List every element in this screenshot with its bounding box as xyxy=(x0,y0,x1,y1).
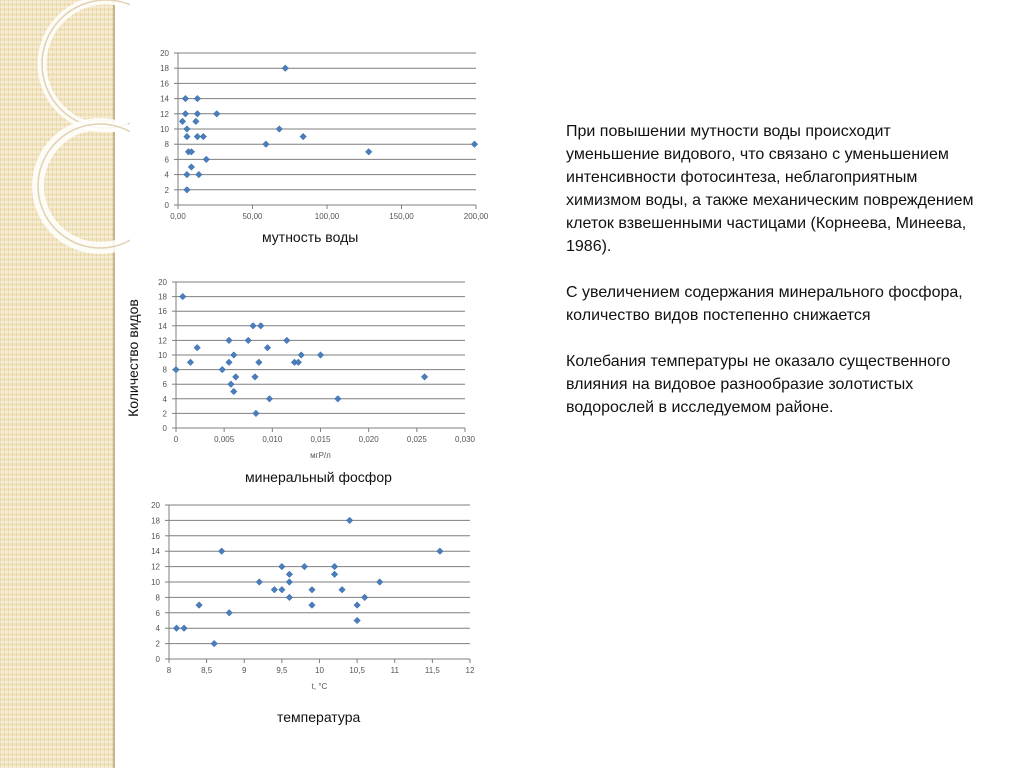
chart-3-data-point xyxy=(173,625,180,632)
chart-2-x-tick-label: 0,010 xyxy=(262,435,283,444)
chart-3-data-point xyxy=(346,517,353,524)
chart-3-y-tick-label: 0 xyxy=(155,655,160,664)
chart-1-y-tick-label: 0 xyxy=(164,201,169,210)
chart-2-x-tick-label: 0,005 xyxy=(214,435,235,444)
chart-3-data-point xyxy=(286,579,293,586)
chart-2-x-tick-label: 0,020 xyxy=(358,435,379,444)
chart-2-y-tick-label: 6 xyxy=(162,380,167,390)
chart-3-caption: температура xyxy=(277,709,361,725)
chart-3-y-tick-label: 8 xyxy=(155,593,160,603)
chart-3-data-point xyxy=(226,610,233,617)
chart-1-y-tick-label: 16 xyxy=(160,79,169,89)
chart-2-x-axis-label: мгР/л xyxy=(310,451,331,460)
chart-3-data-point xyxy=(437,548,444,555)
chart-1-y-tick-label: 2 xyxy=(164,185,169,195)
chart-3-data-point xyxy=(361,594,368,601)
chart-3-y-tick-label: 14 xyxy=(151,547,160,557)
chart-2-y-tick-label: 0 xyxy=(162,424,167,433)
chart-3-y-tick-label: 10 xyxy=(151,578,160,587)
chart-2-y-tick-label: 4 xyxy=(162,394,167,404)
y-axis-label: Количество видов xyxy=(125,299,141,417)
chart-3-x-tick-label: 9,5 xyxy=(276,666,288,675)
chart-2-y-tick-label: 2 xyxy=(162,409,167,419)
chart-3-y-tick-label: 12 xyxy=(151,562,160,572)
chart-2-x-tick-label: 0 xyxy=(173,435,179,444)
chart-3-y-tick-label: 16 xyxy=(151,531,160,541)
chart-2-y-tick-label: 14 xyxy=(158,321,167,331)
chart-1-x-tick-label: 0,00 xyxy=(170,212,186,221)
chart-3-y-tick-label: 6 xyxy=(155,608,160,618)
chart-3-data-point xyxy=(256,579,263,586)
chart-3-x-tick-label: 11,5 xyxy=(424,666,440,675)
chart-2-x-tick-label: 0,025 xyxy=(406,435,427,444)
chart-3-data-point xyxy=(181,625,188,632)
paragraph-turbidity: При повышении мутности воды происходит уменьшение видового, что связано с уменьшением интенсивности фотосинтеза, неблагоприятным химизмом воды, а также механическим повреждением клеток взвешенными частицами (Корнеева, Минеева, 1986). xyxy=(566,123,974,255)
chart-1-y-tick-label: 4 xyxy=(164,170,169,180)
chart-3-x-tick-label: 8,5 xyxy=(201,666,213,675)
chart-3-y-tick-label: 2 xyxy=(155,639,160,649)
chart-3-data-point xyxy=(279,563,286,570)
description-text xyxy=(566,120,986,442)
chart-2-caption: минеральный фосфор xyxy=(245,469,392,485)
chart-3-data-point xyxy=(309,602,316,609)
chart-2-y-tick-label: 20 xyxy=(158,278,167,287)
chart-3-data-point xyxy=(331,563,338,570)
chart-3-data-point xyxy=(376,579,383,586)
chart-2-y-tick-label: 16 xyxy=(158,307,167,317)
chart-1-y-tick-label: 18 xyxy=(160,64,169,74)
chart-3-y-tick-label: 18 xyxy=(151,516,160,526)
chart-3-x-tick-label: 10,5 xyxy=(349,666,365,675)
chart-1-y-tick-label: 6 xyxy=(164,155,169,165)
chart-3-data-point xyxy=(309,586,316,593)
chart-2-y-tick-label: 12 xyxy=(158,336,167,346)
paragraph-temperature: Колебания температуры не оказало существенного влияния на видовое разнообразие золотистых водорослей в исследуемом районе. xyxy=(566,353,951,416)
chart-2-x-tick-label: 0,015 xyxy=(310,435,331,444)
chart-3-x-axis-label: t, °C xyxy=(311,682,328,691)
chart-3-data-point xyxy=(286,571,293,578)
chart-3-data-point xyxy=(331,571,338,578)
chart-3-x-tick-label: 8 xyxy=(166,666,172,675)
chart-3-data-point xyxy=(301,563,308,570)
chart-1-x-tick-label: 200,00 xyxy=(463,212,489,221)
paragraph-phosphorus: С увеличением содержания минерального фосфора, количество видов постепенно снижается xyxy=(566,284,963,324)
chart-3-data-point xyxy=(286,594,293,601)
chart-3-data-point xyxy=(339,586,346,593)
chart-1-x-tick-label: 50,00 xyxy=(242,212,263,221)
chart-2-y-tick-label: 8 xyxy=(162,365,167,375)
chart-2-x-tick-label: 0,030 xyxy=(454,435,476,444)
chart-1-x-tick-label: 150,00 xyxy=(389,212,414,221)
chart-3-y-tick-label: 20 xyxy=(151,501,160,510)
chart-1-y-tick-label: 14 xyxy=(160,94,169,104)
chart-3-data-point xyxy=(196,602,203,609)
chart-3-data-point xyxy=(211,640,218,647)
chart-2-y-tick-label: 18 xyxy=(158,292,167,302)
chart-3-x-tick-label: 9 xyxy=(242,666,247,675)
chart-3-data-point xyxy=(279,586,286,593)
chart-2-y-tick-label: 10 xyxy=(158,351,167,360)
chart-1-x-tick-label: 100,00 xyxy=(314,212,340,221)
chart-1-y-tick-label: 10 xyxy=(160,125,169,134)
chart-3-y-tick-label: 4 xyxy=(155,624,160,634)
chart-3-data-point xyxy=(271,586,278,593)
chart-1-y-tick-label: 20 xyxy=(160,49,169,58)
chart-3-data-point xyxy=(354,602,361,609)
chart-3-x-tick-label: 10 xyxy=(315,666,324,675)
chart-1-caption: мутность воды xyxy=(262,229,359,245)
chart-1-y-tick-label: 8 xyxy=(164,140,169,150)
chart-3-x-tick-label: 11 xyxy=(390,666,399,675)
chart-3-x-tick-label: 12 xyxy=(465,666,475,675)
chart-3-data-point xyxy=(218,548,225,555)
chart-3-data-point xyxy=(354,617,361,624)
chart-1-y-tick-label: 12 xyxy=(160,109,169,119)
